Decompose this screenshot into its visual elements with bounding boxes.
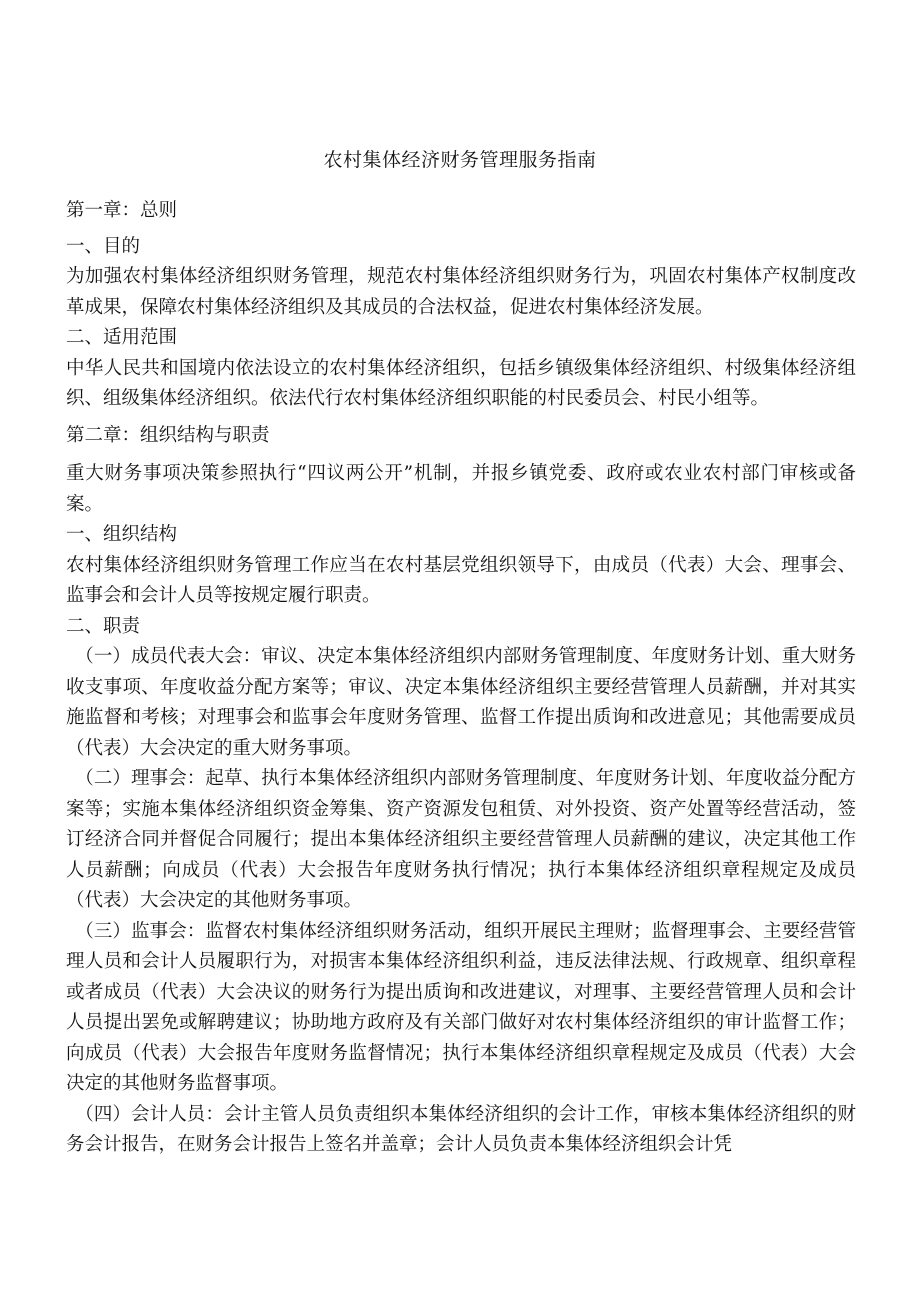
duty-supervisory-board: （三）监事会：监督农村集体经济组织财务活动，组织开展民主理财；监督理事会、主要经营管理人员和会计人员履职行为，对损害本集体经济组织利益，违反法律法规、行政规章、组织章程或者成员（代表）大会决议的财务行为提出质询和改进建议，对理事、主要经营管理人员和会计人员提出罢免或解聘建议；协助地方政府及有关部门做好对农村集体经济组织的审计监督工作；向成员（代表）大会报告年度财务监督情况；执行本集体经济组织章程规定及成员（代表）大会决定的其他财务监督事项。	[66, 920, 856, 1094]
section-purpose-text: 为加强农村集体经济组织财务管理，规范农村集体经济组织财务行为，巩固农村集体产权制度改革成果，保障农村集体经济组织及其成员的合法权益，促进农村集体经济发展。	[66, 266, 856, 318]
document-body	[66, 196, 856, 1161]
chapter-2-heading: 第二章：组织结构与职责	[66, 424, 270, 446]
section-duties-heading: 二、职责	[66, 615, 141, 637]
section-purpose-heading: 一、目的	[66, 235, 141, 257]
chapter-2-intro: 重大财务事项决策参照执行“四议两公开”机制，并报乡镇党委、政府或农业农村部门审核或备案。	[66, 463, 856, 515]
duty-member-assembly: （一）成员代表大会：审议、决定本集体经济组织内部财务管理制度、年度财务计划、重大财务收支事项、年度收益分配方案等；审议、决定本集体经济组织主要经营管理人员薪酬，并对其实施监督和考核；对理事会和监事会年度财务管理、监督工作提出质询和改进意见；其他需要成员（代表）大会决定的重大财务事项。	[66, 646, 856, 759]
section-scope-heading: 二、适用范围	[66, 327, 178, 348]
section-structure-text: 农村集体经济组织财务管理工作应当在农村基层党组织领导下，由成员（代表）大会、理事会、监事会和会计人员等按规定履行职责。	[66, 554, 856, 606]
document-title: 农村集体经济财务管理服务指南	[323, 149, 597, 171]
section-scope-text: 中华人民共和国境内依法设立的农村集体经济组织，包括乡镇级集体经济组织、村级集体经济组织、组级集体经济组织。依法代行农村集体经济组织职能的村民委员会、村民小组等。	[66, 357, 856, 409]
section-structure-heading: 一、组织结构	[66, 524, 178, 545]
duty-council: （二）理事会：起草、执行本集体经济组织内部财务管理制度、年度财务计划、年度收益分配方案等；实施本集体经济组织资金筹集、资产资源发包租赁、对外投资、资产处置等经营活动，签订经济合同并督促合同履行；提出本集体经济组织主要经营管理人员薪酬的建议，决定其他工作人员薪酬；向成员（代表）大会报告年度财务执行情况；执行本集体经济组织章程规定及成员（代表）大会决定的其他财务事项。	[66, 768, 856, 911]
chapter-1-heading: 第一章：总则	[66, 200, 178, 221]
duty-accountants: （四）会计人员：会计主管人员负责组织本集体经济组织的会计工作，审核本集体经济组织的财务会计报告，在财务会计报告上签名并盖章；会计人员负责本集体经济组织会计凭	[66, 1103, 856, 1155]
